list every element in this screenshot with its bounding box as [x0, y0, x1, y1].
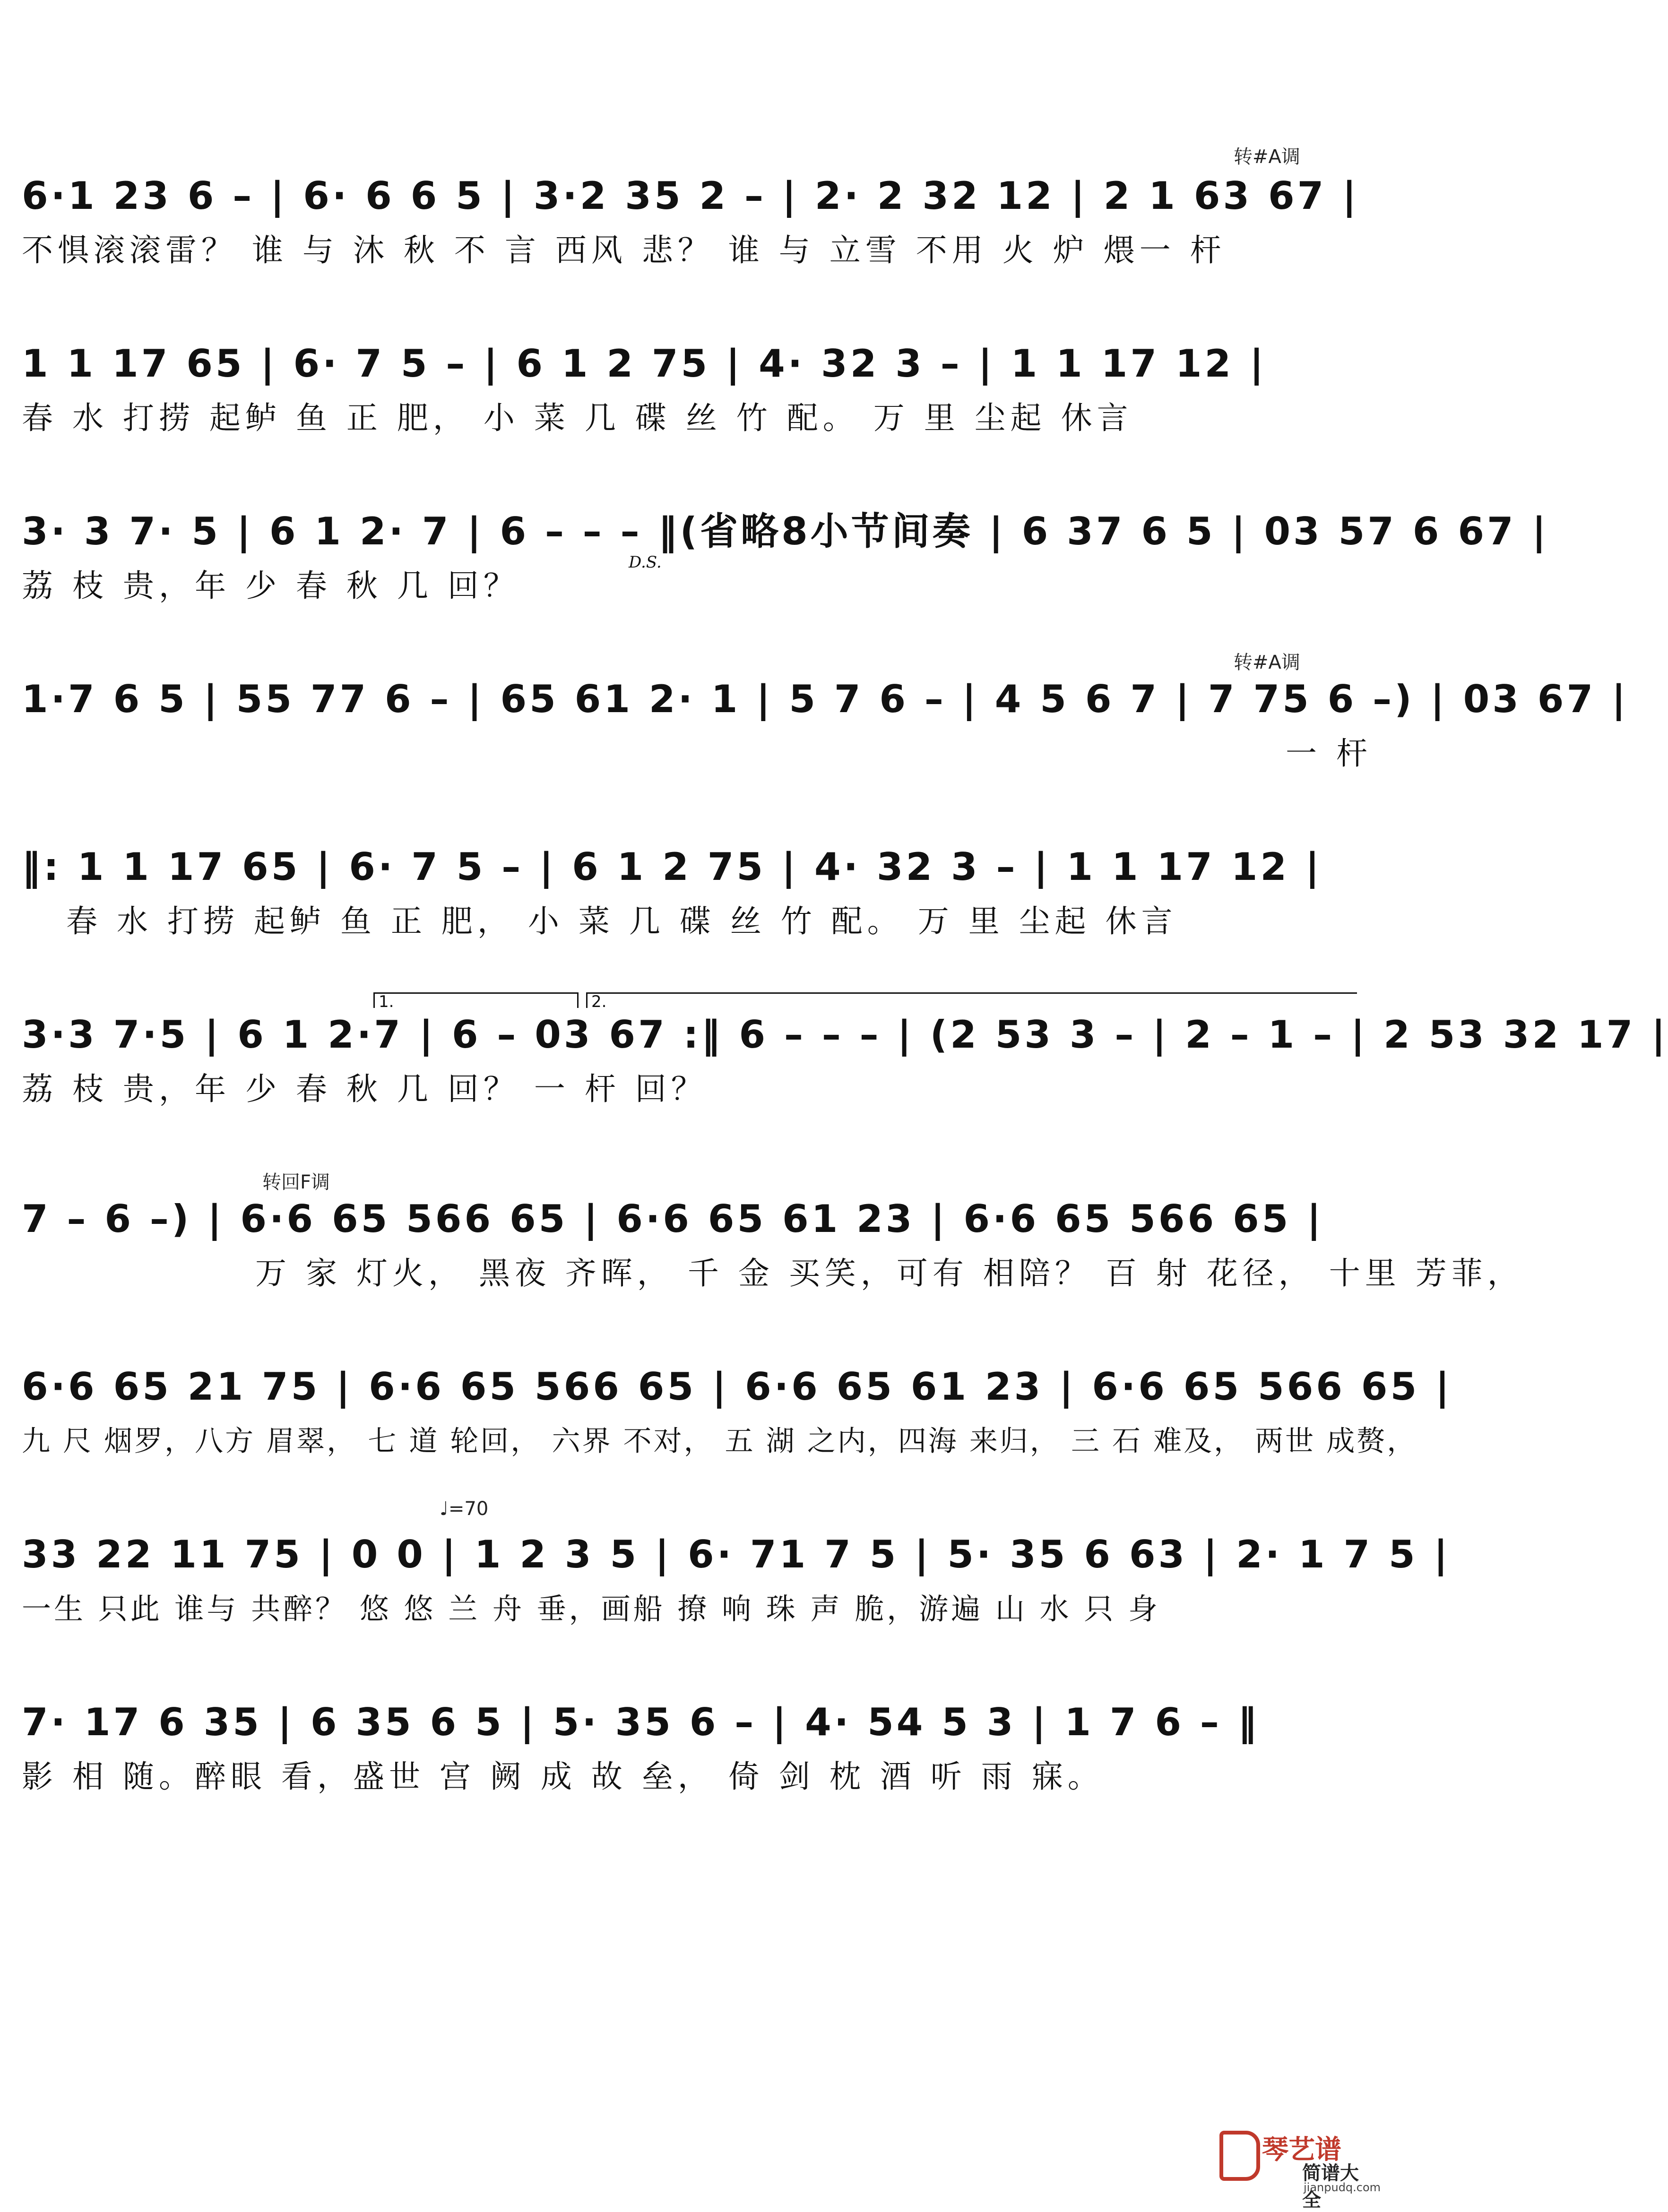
lyrics-line: 不惧滚滚雷？ 谁 与 沐 秋 不 言 西风 悲？ 谁 与 立雪 不用 火 炉 煨一 杆 — [22, 232, 1226, 268]
volta-bracket-2: 2. — [586, 992, 1357, 1008]
score-row-6 — [0, 992, 1668, 1115]
score-row-4 — [0, 671, 1629, 780]
lyrics-line: 万 家 灯火， 黑夜 齐晖， 千 金 买笑，可有 相陪？ 百 射 花径， 十里 芳菲， — [255, 1255, 1523, 1291]
logo-sub-text: 简谱大全 — [1302, 2162, 1359, 2211]
key-change-sharp-a-2: 转#A调 — [1234, 652, 1300, 673]
logo-main-text: 琴艺谱 — [1262, 2135, 1341, 2165]
tempo-marking: ♩=70 — [440, 1498, 489, 1520]
notation-line: 1·7 6 5 | 55 77 6 – | 65 61 2· 1 | 5 7 6 – | 4 5 6 7 | 7 75 6 –) | 03 67 | — [22, 677, 1629, 721]
score-row-8 — [0, 1359, 1452, 1467]
lyrics-line: 春 水 打捞 起鲈 鱼 正 肥， 小 菜 几 碟 丝 竹 配。 万 里 尘起 休言 — [66, 903, 1177, 939]
notation-line: ‖: 1 1 17 65 | 6· 7 5 – | 6 1 2 75 | 4· 32 3 – | 1 1 17 12 | — [22, 845, 1322, 889]
notation-line: 1 1 17 65 | 6· 7 5 – | 6 1 2 75 | 4· 32 3 – | 1 1 17 12 | — [22, 342, 1267, 386]
key-change-back-to-f: 转回F调 — [262, 1171, 330, 1193]
lyrics-line: 春 水 打捞 起鲈 鱼 正 肥， 小 菜 几 碟 丝 竹 配。 万 里 尘起 休言 — [22, 400, 1133, 436]
lyrics-line: 荔 枝 贵，年 少 春 秋 几 回？ 一 杆 回？ — [22, 1071, 707, 1107]
notation-line: 3·3 7·5 | 6 1 2·7 | 6 – 03 67 :‖ 6 – – – | (2 53 3 – | 2 – 1 – | 2 53 32 17 | — [22, 1013, 1668, 1057]
key-change-sharp-a-1: 转#A调 — [1234, 146, 1300, 168]
lyrics-line: 一生 只此 谁与 共醉？ 悠 悠 兰 舟 垂，画船 撩 响 珠 声 脆，游遍 山 水 只 身 — [22, 1592, 1161, 1626]
notation-line: 3· 3 7· 5 | 6 1 2· 7 | 6 – – – ‖(省略8小节间奏 | 6 37 6 5 | 03 57 6 67 | — [22, 509, 1549, 553]
notation-line: 6·1 23 6 – | 6· 6 6 5 | 3·2 35 2 – | 2· 2 32 12 | 2 1 63 67 | — [22, 174, 1359, 218]
dal-segno-marker: D.S. — [629, 553, 662, 572]
lyrics-line: 荔 枝 贵，年 少 春 秋 几 回？ — [22, 568, 519, 604]
score-row-2 — [0, 336, 1386, 444]
score-row-3 — [0, 503, 1549, 612]
notation-line: 33 22 11 75 | 0 0 | 1 2 3 5 | 6· 71 7 5 | 5· 35 6 63 | 2· 1 7 5 | — [22, 1532, 1451, 1576]
notation-line: 7· 17 6 35 | 6 35 6 5 | 5· 35 6 – | 4· 54 5 3 | 1 7 6 – ‖ — [22, 1700, 1260, 1744]
logo-icon — [1219, 2131, 1260, 2181]
lyrics-line: 影 相 随。醉眼 看，盛世 宫 阙 成 故 垒， 倚 剑 枕 酒 听 雨 寐。 — [22, 1758, 1104, 1795]
volta-bracket-1: 1. — [373, 992, 579, 1008]
lyrics-line: 九 尺 烟罗，八方 眉翠， 七 道 轮回， 六界 不对， 五 湖 之内，四海 来归， 三 石 难及， 两世 成赘， — [22, 1425, 1417, 1458]
notation-line: 6·6 65 21 75 | 6·6 65 566 65 | 6·6 65 61 23 | 6·6 65 566 65 | — [22, 1365, 1452, 1409]
score-row-7 — [0, 1191, 1523, 1300]
score-row-9 — [0, 1526, 1451, 1635]
score-row-10 — [0, 1694, 1386, 1803]
score-row-5 — [0, 839, 1386, 947]
site-logo — [1219, 2129, 1381, 2211]
logo-url-text: jianpudq.com — [1304, 2181, 1381, 2194]
score-row-1 — [0, 168, 1386, 276]
notation-line: 7 – 6 –) | 6·6 65 566 65 | 6·6 65 61 23 | 6·6 65 566 65 | — [22, 1197, 1324, 1241]
lyrics-line: 一 杆 — [1286, 735, 1372, 772]
